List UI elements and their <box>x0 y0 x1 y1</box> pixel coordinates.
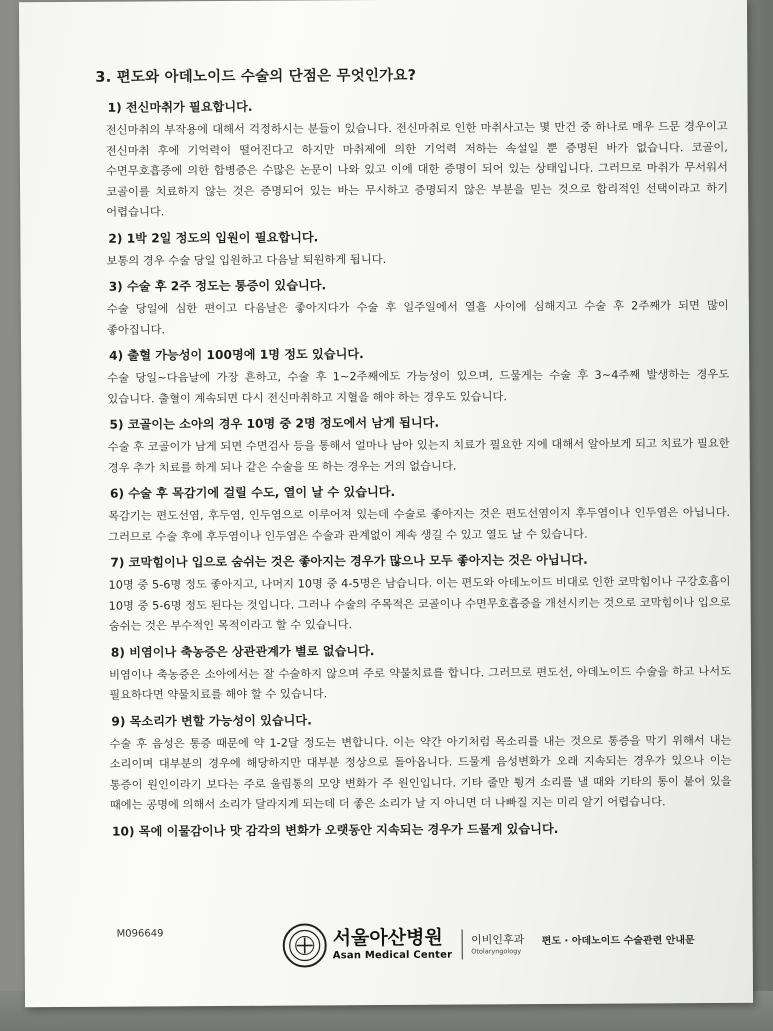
hospital-name-en: Asan Medical Center <box>332 949 453 962</box>
section-7 <box>90 550 730 637</box>
section-8 <box>91 639 731 706</box>
section-4 <box>89 343 729 410</box>
section-heading: 3) 수술 후 2주 정도는 통증이 있습니다. <box>108 278 327 294</box>
department-name-ko: 이비인후과 <box>471 932 525 947</box>
section-heading: 5) 코골이는 소아의 경우 10명 중 2명 정도에서 남게 됩니다. <box>109 415 440 432</box>
section-body: 보통의 경우 수술 당일 입원하고 다음날 퇴원하게 됩니다. <box>106 252 387 268</box>
document-content <box>87 62 732 846</box>
hospital-emblem-icon <box>283 923 327 967</box>
hospital-name <box>332 926 453 962</box>
section-10 <box>92 818 732 840</box>
hospital-name-ko: 서울아산병원 <box>332 926 443 950</box>
guide-title: 편도 · 아데노이드 수술관련 안내문 <box>541 935 695 948</box>
section-heading: 2) 1박 2일 정도의 입원이 필요합니다. <box>108 229 319 246</box>
section-body: 10명 중 5-6명 정도 좋아지고, 나머지 10명 중 4-5명은 남습니다. 이는 편도와 아데노이드 비대로 인한 코막힘이나 구강호흡이 10명 중 5-6명 정도 된다는 것입니다. 그러나 수술의 주목적은 코골이나 수면무호흡증을 개선시키는 것으로 코막힘이나 입으로 숨쉬는 것은 부수적인 목적이라고 할 수 있습니다. <box>108 574 731 633</box>
section-heading: 9) 목소리가 변할 가능성이 있습니다. <box>111 712 312 729</box>
paper-sheet <box>19 0 753 1007</box>
hospital-logo <box>283 914 525 975</box>
section-heading: 6) 수술 후 목감기에 걸릴 수도, 열이 날 수 있습니다. <box>109 484 396 501</box>
section-heading: 8) 비염이나 축농증은 상관관계가 별로 없습니다. <box>110 643 375 660</box>
section-body: 수술 후 코골이가 남게 되면 수면검사 등을 통해서 얼마나 남아 있는지 치료가 필요한 지에 대해서 알아보게 되고 치료가 필요한 경우 추가 치료를 하게 되나 같은 수술을 또 하는 경우는 거의 없습니다. <box>107 436 730 475</box>
section-heading: 10) 목에 이물감이나 맛 감각의 변화가 오랫동안 지속되는 경우가 드물게 있습니다. <box>111 821 559 839</box>
document-title: 3. 편도와 아데노이드 수술의 단점은 무엇인가요? <box>95 67 417 86</box>
document-footer <box>83 913 723 977</box>
section-3 <box>89 274 729 341</box>
section-9 <box>91 708 732 816</box>
section-heading: 4) 출혈 가능성이 100명에 1명 정도 있습니다. <box>109 347 364 363</box>
department-name <box>471 934 524 955</box>
section-body: 비염이나 축농증은 소아에서는 잘 수술하지 않으며 주로 약물치료를 합니다. 그러므로 편도선, 아데노이드 수술을 하고 나서도 필요하다면 약물치료를 해야 할 수 있습니다. <box>109 664 732 702</box>
document-code: M096649 <box>116 928 164 940</box>
section-body: 전신마취의 부작용에 대해서 걱정하시는 분들이 있습니다. 전신마취로 인한 마취사고는 몇 만건 중 하나로 매우 드문 경우이고 전신마취 후에 기억력이 떨어진다고 하지만 마취제에 의한 기억력 저하는 속설일 뿐 증명된 바가 없습니다. 코골이, 수면무호흡증에 의한 합병증은 수많은 논문이 나와 있고 이에 대한 증명이 되어 있는 상태입니다. 그러므로 마취가 무서워서 코골이를 치료하지 않는 것은 증명되어 있는 바는 무시하고 증명되지 않은 부분을 믿는 것으로 합리적인 선택이라고 하기 어렵습니다. <box>105 119 729 219</box>
section-body: 목감기는 편도선염, 후두염, 인두염으로 이루어져 있는데 수술로 좋아지는 것은 편도선염이지 후두염이나 인두염은 아닙니다. 그러므로 수술 후에 후두염이나 인두염은 수술과 관계없이 계속 생길 수 있고 열도 날 수 있습니다. <box>108 505 731 544</box>
section-heading: 7) 코막힘이나 입으로 숨쉬는 것은 좋아지는 경우가 많으나 모두 좋아지는 것은 아닙니다. <box>110 552 588 570</box>
section-body: 수술 당일에 심한 편이고 다음날은 좋아지다가 수술 후 일주일에서 열흘 사이에 심해지고 수술 후 2주째가 되면 많이 좋아집니다. <box>106 298 729 337</box>
section-heading: 1) 전신마취가 필요합니다. <box>107 99 253 115</box>
department-name-en: Otolaryngology <box>471 946 522 956</box>
logo-divider <box>462 930 463 960</box>
section-body: 수술 후 음성은 통증 때문에 약 1-2달 정도는 변합니다. 이는 약간 아기처럼 목소리를 내는 것으로 통증을 막기 위해서 내는 소리이며 대부분의 경우에 해당하지만 대부분 정상으로 돌아옵니다. 드물게 음성변화가 오래 지속되는 경우가 있으나 이는 통증이 원인이라기 보다는 주로 울림통의 모양 변화가 주 원인입니다. 기타 줄만 튕겨 소리를 낼 때와 기타의 통이 붙어 있을 때에는 공명에 의해서 소리가 달라지게 되는데 더 좋은 소리가 날 지 아니면 더 나빠질 지는 미리 알기 어렵습니다. <box>109 733 732 812</box>
section-2 <box>88 225 728 271</box>
section-body: 수술 당일~다음날에 가장 흔하고, 수술 후 1~2주째에도 가능성이 있으며, 드물게는 수술 후 3~4주째 발생하는 경우도 있습니다. 출혈이 계속되면 다시 전신마취하고 지혈을 해야 하는 경우도 있습니다. <box>107 367 730 406</box>
section-6 <box>90 481 730 548</box>
section-1 <box>88 95 729 223</box>
section-5 <box>89 412 729 479</box>
